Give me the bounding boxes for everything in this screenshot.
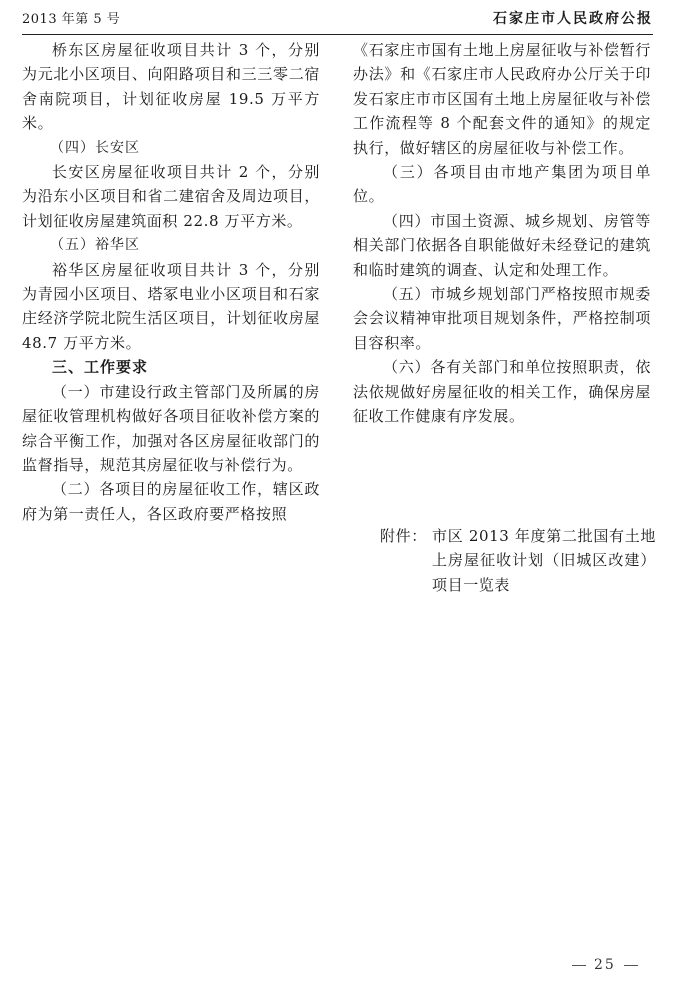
heading-changan: （四）长安区 [50, 139, 140, 156]
requirement-6: （六）各有关部门和单位按照职责，依法依规做好房屋征收的相关工作，确保房屋征收工作健康有序发展。 [353, 358, 651, 426]
attachment-label: 附件： [380, 527, 427, 545]
issue-label: 2013 年第 5 号 [22, 12, 121, 27]
requirement-1: （一）市建设行政主管部门及所属的房屋征收管理机构做好各项目征收补偿方案的综合平衡工作，加强对各区房屋征收部门的监督指导，规范其房屋征收与补偿行为。 [22, 382, 320, 474]
left-column [22, 38, 320, 526]
paragraph-yuhua: 裕华区房屋征收项目共计 3 个，分别为青园小区项目、塔冢电业小区项目和石家庄经济学院北院生活区项目，计划征收房屋 48.7 万平方米。 [22, 260, 320, 352]
requirement-4: （四）市国土资源、城乡规划、房管等相关部门依据各自职能做好未经登记的建筑和临时建筑的调查、认定和处理工作。 [353, 211, 651, 279]
right-column [353, 38, 651, 429]
heading-yuhua: （五）裕华区 [50, 237, 140, 254]
paragraph-changan: 长安区房屋征收项目共计 2 个，分别为沿东小区项目和省二建宿舍及周边项目，计划征收房屋建筑面积 22.8 万平方米。 [22, 163, 320, 230]
paragraph-qiaodong: 桥东区房屋征收项目共计 3 个，分别为元北小区项目、向阳路项目和三三零二宿舍南院项目，计划征收房屋 19.5 万平方米。 [22, 41, 320, 133]
section-heading-requirements: 三、工作要求 [52, 358, 149, 377]
dash-right [624, 965, 638, 966]
attachment-note [380, 524, 656, 597]
requirement-2: （二）各项目的房屋征收工作，辖区政府为第一责任人，各区政府要严格按照 [22, 480, 320, 523]
page-number: 25 [594, 957, 616, 973]
dash-left [572, 965, 586, 966]
page-number-footer [564, 957, 646, 973]
requirement-2-continued: 《石家庄市国有土地上房屋征收与补偿暂行办法》和《石家庄市人民政府办公厅关于印发石家庄市市区国有土地上房屋征收与补偿工作流程等 8 个配套文件的通知》的规定执行，做好辖区的房屋征收与补偿工作。 [353, 41, 651, 157]
attachment-text: 市区 2013 年度第二批国有土地上房屋征收计划（旧城区改建）项目一览表 [432, 527, 656, 594]
page-header [22, 0, 653, 35]
requirement-5: （五）市城乡规划部门严格按照市规委会会议精神审批项目规划条件，严格控制项目容积率。 [353, 285, 651, 352]
publication-title: 石家庄市人民政府公报 [493, 11, 653, 27]
requirement-3: （三）各项目由市地产集团为项目单位。 [353, 163, 651, 206]
